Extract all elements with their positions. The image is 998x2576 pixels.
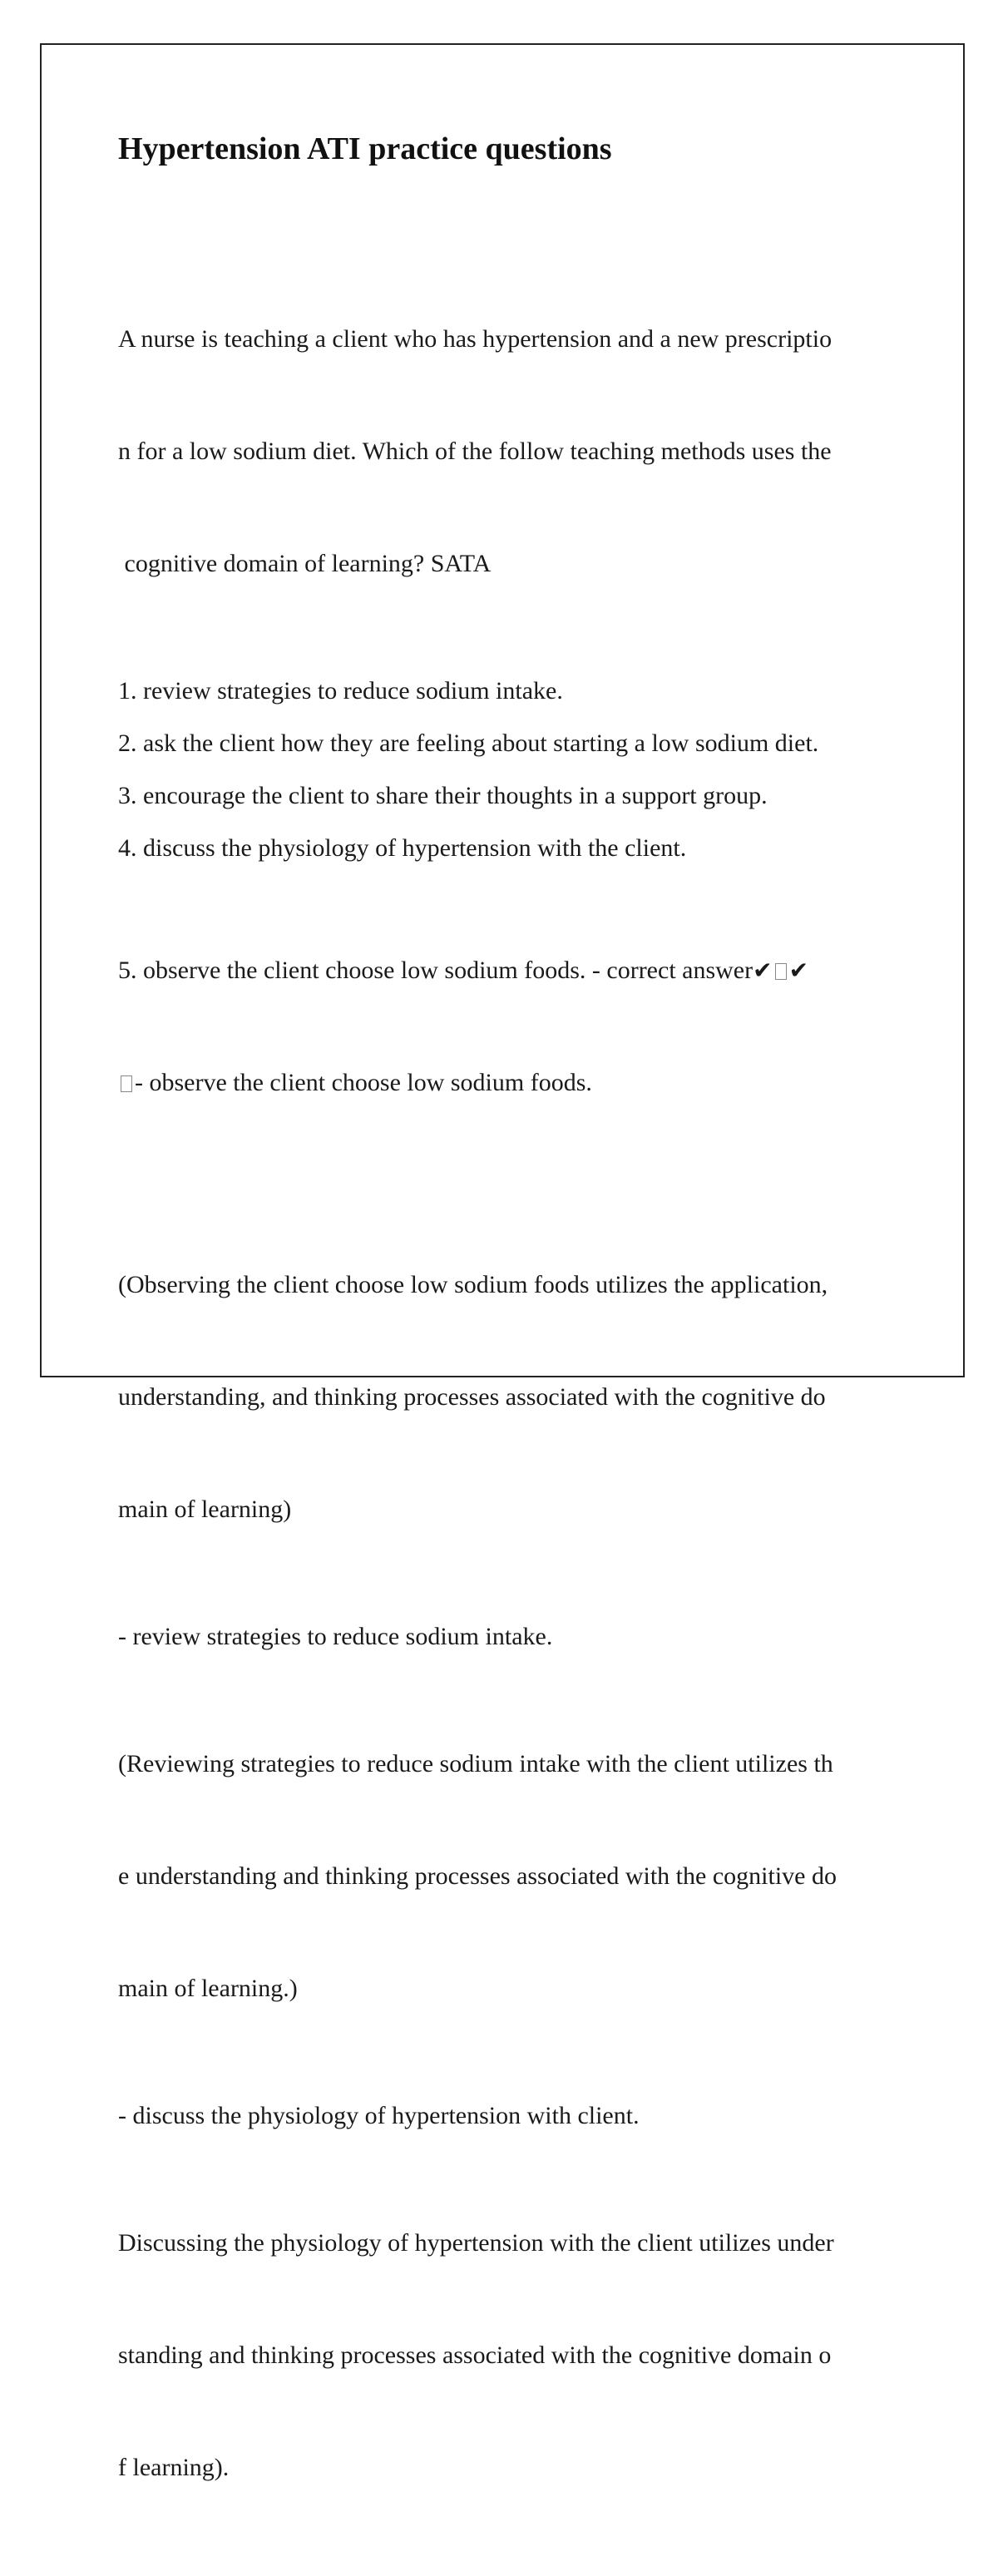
question-text (118, 245, 892, 657)
option-3: 3. encourage the client to share their thoughts in a support group. (118, 782, 768, 809)
explanation-line: (Reviewing strategies to reduce sodium intake with the client utilizes th (118, 1750, 833, 1777)
missing-glyph-icon (121, 1075, 132, 1092)
explanation-line: f learning). (118, 2454, 230, 2481)
question-line: cognitive domain of learning? SATA (118, 550, 492, 577)
option-5-line (118, 1064, 892, 1101)
answer-3: - discuss the physiology of hypertension with client. (118, 2102, 640, 2129)
explanation-line: Discussing the physiology of hypertension with the client utilizes under (118, 2229, 834, 2257)
check-icon: ✔ (753, 957, 773, 984)
correct-answer-text: - observe the client choose low sodium foods. (135, 1069, 592, 1096)
missing-glyph-icon (775, 963, 787, 980)
option-4: 4. discuss the physiology of hypertension with the client. (118, 834, 687, 862)
document-body (118, 129, 892, 2576)
document-title: Hypertension ATI practice questions (118, 131, 612, 166)
option-1: 1. review strategies to reduce sodium intake. (118, 677, 563, 705)
explanation-line: (Observing the client choose low sodium foods utilizes the application, (118, 1271, 828, 1298)
option-5-line (118, 952, 892, 989)
explanation-line: main of learning) (118, 1496, 292, 1523)
option-5-text: 5. observe the client choose low sodium foods. - correct answer (118, 957, 753, 984)
option-5 (118, 877, 892, 1176)
explanation-3 (118, 2149, 892, 2561)
question-line: A nurse is teaching a client who has hypertension and a new prescriptio (118, 325, 832, 353)
explanation-line: e understanding and thinking processes associated with the cognitive do (118, 1862, 837, 1890)
explanation-line: understanding, and thinking processes associated with the cognitive do (118, 1383, 826, 1411)
explanation-line: standing and thinking processes associated with the cognitive domain o (118, 2341, 832, 2369)
question-line: n for a low sodium diet. Which of the follow teaching methods uses the (118, 438, 832, 465)
explanation-1 (118, 1191, 892, 1603)
check-icon: ✔ (788, 957, 809, 984)
answer-2: - review strategies to reduce sodium intake. (118, 1623, 553, 1650)
explanation-line: main of learning.) (118, 1975, 298, 2002)
option-2: 2. ask the client how they are feeling about starting a low sodium diet. (118, 729, 819, 757)
explanation-2 (118, 1670, 892, 2082)
